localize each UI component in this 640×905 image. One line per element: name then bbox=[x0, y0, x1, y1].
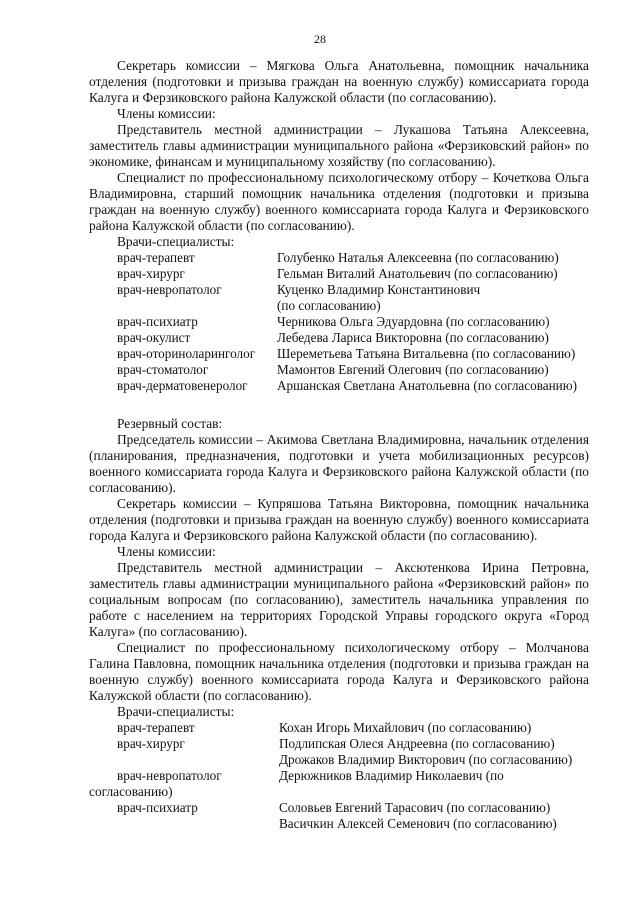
table-row bbox=[117, 752, 597, 768]
doctor-name: Дерюжников Владимир Николаевич (по bbox=[279, 768, 504, 783]
table-row bbox=[117, 346, 597, 362]
doctor-role: врач-хирург bbox=[117, 266, 185, 281]
member-admin-paragraph: Представитель местной администрации – Лукашова Татьяна Алексеевна, заместитель главы администрации муниципального района «Ферзиковский район» по экономике, финансам и муниципальному хозяйству (по согласованию). bbox=[89, 122, 589, 169]
doctors-table bbox=[117, 250, 597, 394]
table-row bbox=[117, 720, 597, 736]
table-row bbox=[117, 314, 597, 330]
doctor-name: (по согласованию) bbox=[277, 298, 381, 313]
reserve-doctors-table bbox=[117, 720, 597, 784]
secretary-paragraph: Секретарь комиссии – Мягкова Ольга Анатольевна, помощник начальника отделения (подготовки и призыва граждан на военную службу) комиссариата города Калуга и Ферзиковского района Калужской области (по согласованию). bbox=[89, 58, 589, 105]
table-row bbox=[117, 362, 597, 378]
doctor-role: врач-невропатолог bbox=[117, 768, 222, 783]
doctor-name: Кохан Игорь Михайлович (по согласованию) bbox=[279, 720, 532, 735]
doctor-name: Мамонтов Евгений Олегович (по согласованию) bbox=[277, 362, 549, 377]
reserve-doctors-heading: Врачи-специалисты: bbox=[117, 704, 235, 719]
document-body bbox=[89, 58, 589, 832]
doctor-role: врач-стоматолог bbox=[117, 362, 209, 377]
doctor-name: Васичкин Алексей Семенович (по согласованию) bbox=[279, 816, 557, 831]
doctor-role bbox=[117, 752, 279, 768]
table-row bbox=[117, 736, 597, 752]
doctor-name: Подлипская Олеся Андреевна (по согласованию) bbox=[279, 736, 555, 751]
reserve-secretary-paragraph: Секретарь комиссии – Купряшова Татьяна Викторовна, помощник начальника отделения (подготовки и призыва граждан на военную службу) военного комиссариата города Калуга и Ферзиковского района Калужской области (по согласованию). bbox=[89, 496, 589, 543]
table-row bbox=[117, 250, 597, 266]
reserve-member-psych-paragraph: Специалист по профессиональному психологическому отбору – Молчанова Галина Павловна, помощник начальника отделения (подготовки и призыва граждан на военную службу) военного комиссариата города Калуга и Ферзиковского района Калужской области (по согласованию). bbox=[89, 640, 589, 703]
table-row bbox=[117, 768, 597, 784]
reserve-member-admin-paragraph: Представитель местной администрации – Аксютенкова Ирина Петровна, заместитель главы администрации муниципального района «Ферзиковский район» по социальным вопросам (по согласованию), заместитель начальника управления по работе с населением на территориях Городской Управы городского округа «Город Калуга» (по согласованию). bbox=[89, 560, 589, 639]
table-row bbox=[117, 266, 597, 282]
doctor-role: врач-невропатолог bbox=[117, 282, 222, 297]
table-row bbox=[117, 282, 597, 298]
doctor-role: врач-терапевт bbox=[117, 720, 195, 735]
members-heading: Члены комиссии: bbox=[117, 106, 216, 121]
doctor-name: Лебедева Лариса Викторовна (по согласованию) bbox=[277, 330, 549, 345]
table-row bbox=[117, 330, 597, 346]
table-row bbox=[117, 800, 597, 816]
section-spacer bbox=[89, 394, 589, 410]
doctor-name: Аршанская Светлана Анатольевна (по согласованию) bbox=[277, 378, 577, 393]
doctor-name: Дрожаков Владимир Викторович (по согласованию) bbox=[279, 752, 573, 767]
reserve-doctors-table-tail bbox=[117, 800, 597, 832]
reserve-members-heading: Члены комиссии: bbox=[117, 544, 216, 559]
table-row bbox=[117, 298, 597, 314]
doctor-role: врач-психиатр bbox=[117, 314, 198, 329]
doctor-role bbox=[117, 816, 279, 832]
doctor-name: Черникова Ольга Эдуардовна (по согласованию) bbox=[277, 314, 550, 329]
doctor-name: Соловьев Евгений Тарасович (по согласованию) bbox=[279, 800, 551, 815]
doctor-role: врач-окулист bbox=[117, 330, 191, 345]
reserve-heading: Резервный состав: bbox=[117, 416, 223, 431]
doctor-role: врач-психиатр bbox=[117, 800, 198, 815]
table-row bbox=[117, 816, 597, 832]
doctor-name: Гельман Виталий Анатольевич (по согласованию) bbox=[277, 266, 558, 281]
doctor-role: врач-дерматовенеролог bbox=[117, 378, 248, 393]
doctor-name: Голубенко Наталья Алексеевна (по согласованию) bbox=[277, 250, 559, 265]
doctor-name: Шереметьева Татьяна Витальевна (по согласованию) bbox=[277, 346, 576, 361]
table-row bbox=[117, 378, 597, 394]
doctor-role: врач-хирург bbox=[117, 736, 185, 751]
doctors-heading: Врачи-специалисты: bbox=[117, 234, 235, 249]
page-number: 28 bbox=[314, 32, 326, 46]
reserve-chair-paragraph: Председатель комиссии – Акимова Светлана Владимировна, начальник отделения (планирования, предназначения, подготовки и учета мобилизационных ресурсов) военного комиссариата города Калуга и Ферзиковского района Калужской области (по согласованию). bbox=[89, 432, 589, 495]
neuro-overflow-text: согласованию) bbox=[89, 784, 173, 799]
doctor-role bbox=[117, 298, 277, 314]
doctor-role: врач-терапевт bbox=[117, 250, 195, 265]
doctor-role: врач-оториноларинголог bbox=[117, 346, 256, 361]
doctor-name: Куценко Владимир Константинович bbox=[277, 282, 481, 297]
member-psych-paragraph: Специалист по профессиональному психологическому отбору – Кочеткова Ольга Владимировна, старший помощник начальника отделения (подготовки и призыва граждан на военную службу) военного комиссариата города Калуга и Ферзиковского района Калужской области (по согласованию). bbox=[89, 170, 589, 233]
